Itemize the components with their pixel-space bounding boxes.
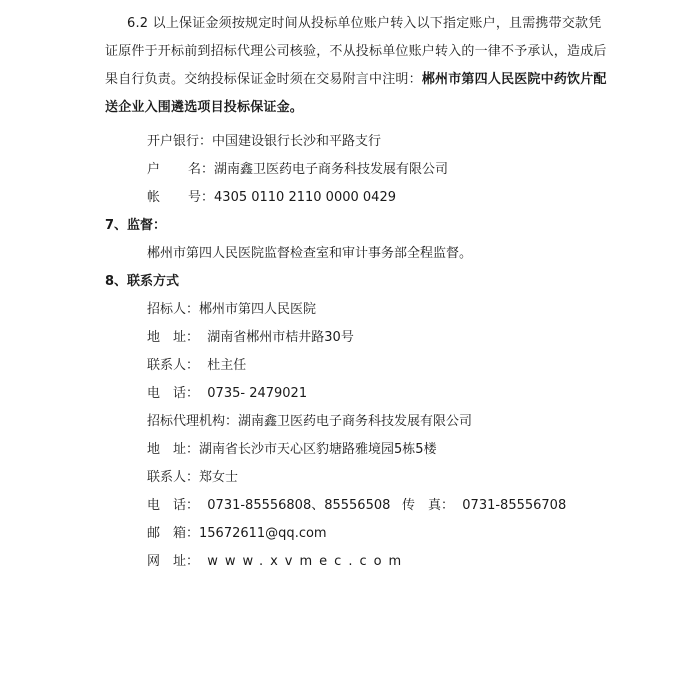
account-name-label-b: 名： xyxy=(188,162,215,177)
tenderer-label: 招标人： xyxy=(147,302,200,317)
bank-label: 开户银行： xyxy=(147,134,213,149)
tenderer-row xyxy=(147,301,316,319)
account-name-row xyxy=(147,161,448,179)
section-6-2-text: 以上保证金须按规定时间从投标单位账户转入以下指定账户，且需携带交款凭证原件于开标前到招标代理公司核验，不从投标单位账户转入的一律不予承认，造成后果自行负责。交纳投标保证金时须在交易附言中注明： xyxy=(105,16,607,87)
agency-fax-label: 传 真： xyxy=(402,498,455,513)
tenderer-phone-value: 0735- 2479021 xyxy=(207,386,308,401)
agency-website-row xyxy=(147,553,408,571)
agency-phone-value: 0731-85556808、85556508 xyxy=(207,498,391,513)
section-7-text: 郴州市第四人民医院监督检查室和审计事务部全程监督。 xyxy=(147,246,473,261)
account-number-value: 4305 0110 2110 0000 0429 xyxy=(214,190,396,205)
account-number-label-a: 帐 xyxy=(147,190,161,205)
agency-contact-row xyxy=(147,469,238,487)
tenderer-contact-value: 杜主任 xyxy=(207,358,247,373)
agency-label: 招标代理机构： xyxy=(147,414,239,429)
agency-email-label: 邮 箱： xyxy=(147,526,200,541)
tenderer-contact-row xyxy=(147,357,246,375)
agency-phone-label: 电 话： xyxy=(147,498,200,513)
agency-website-label: 网 址： xyxy=(147,554,200,569)
account-name-value: 湖南鑫卫医药电子商务科技发展有限公司 xyxy=(214,162,449,177)
tenderer-value: 郴州市第四人民医院 xyxy=(199,302,317,317)
account-number-label-b: 号： xyxy=(188,190,215,205)
agency-website-value: www.xvmec.com xyxy=(207,554,409,569)
tenderer-phone-label: 电 话： xyxy=(147,386,200,401)
bank-value: 中国建设银行长沙和平路支行 xyxy=(212,134,382,149)
agency-contact-value: 郑女士 xyxy=(199,470,239,485)
agency-fax-row xyxy=(402,497,566,515)
agency-address-label: 地 址： xyxy=(147,442,200,457)
section-6-2-paragraph xyxy=(105,10,607,122)
tenderer-address-value: 湖南省郴州市桔井路30号 xyxy=(207,330,354,345)
section-8-heading: 8、联系方式 xyxy=(105,274,180,289)
agency-fax-value: 0731-85556708 xyxy=(462,498,567,513)
section-7-heading: 7、监督： xyxy=(105,218,167,233)
agency-email-row xyxy=(147,525,327,543)
agency-email-value: 15672611@qq.com xyxy=(199,526,327,541)
agency-address-value: 湖南省长沙市天心区豹塘路雅境园5栋5楼 xyxy=(199,442,437,457)
bank-name-row xyxy=(147,133,381,151)
account-name-label-a: 户 xyxy=(147,162,161,177)
tenderer-contact-label: 联系人： xyxy=(147,358,200,373)
agency-address-row xyxy=(147,441,437,459)
tenderer-phone-row xyxy=(147,385,307,403)
agency-contact-label: 联系人： xyxy=(147,470,200,485)
agency-phone-row xyxy=(147,497,390,515)
agency-value: 湖南鑫卫医药电子商务科技发展有限公司 xyxy=(238,414,473,429)
section-6-2-number: 6.2 xyxy=(127,16,149,31)
account-number-row xyxy=(147,189,396,207)
agency-row xyxy=(147,413,472,431)
section-6-2-emphasis: 郴州市第四人民医院中药饮片配送企业入围遴选项目投标保证金。 xyxy=(105,72,607,115)
tenderer-address-label: 地 址： xyxy=(147,330,200,345)
tenderer-address-row xyxy=(147,329,354,347)
